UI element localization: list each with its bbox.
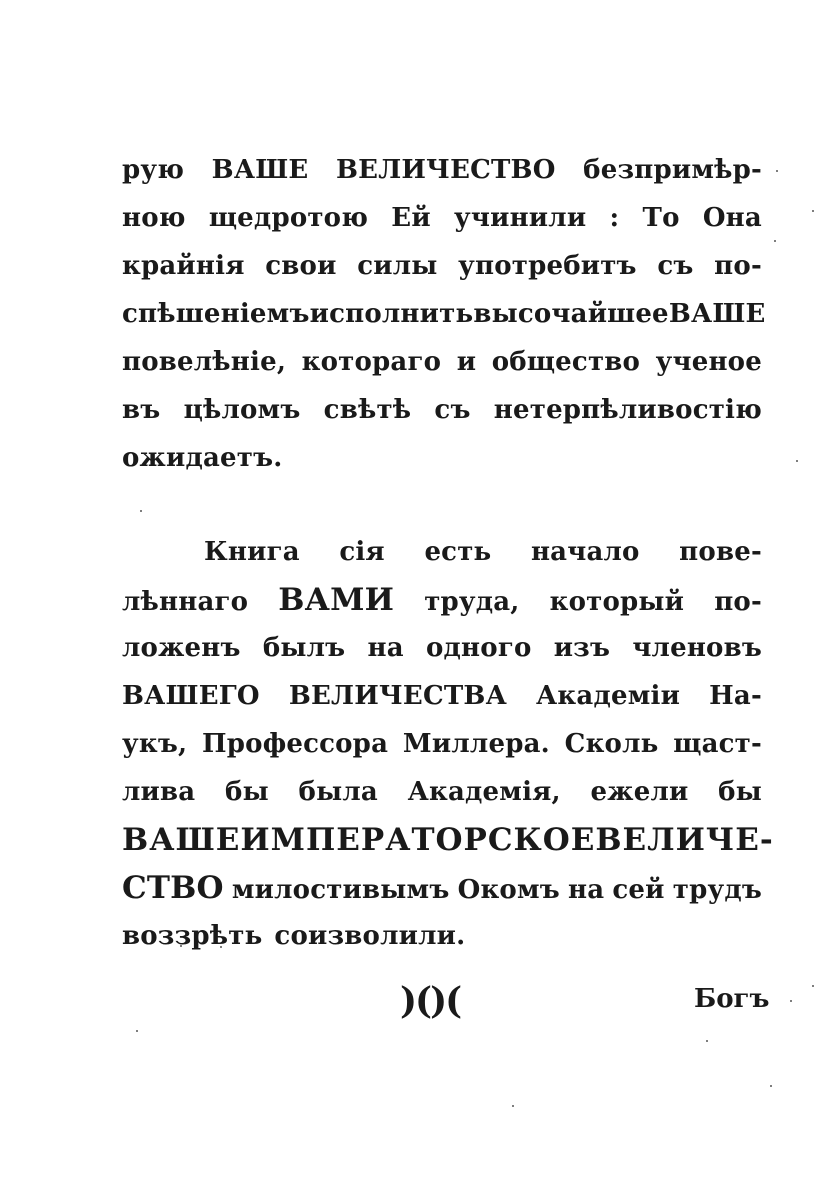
dedication-paragraph-1 [122,146,766,482]
word: по- [714,587,762,617]
word: въ [122,395,161,425]
word: ВАШЕ [122,822,241,858]
text-line [122,816,774,864]
text-line [122,242,762,290]
word: труда, [424,587,520,617]
page-footer [0,980,840,1030]
word: была [298,777,378,807]
word: Академія, [407,777,561,807]
text-line [122,768,762,816]
text-line [122,624,762,672]
text-line [122,338,762,386]
word: ВАМИ [278,582,395,618]
signature-mark: )()( [400,980,461,1022]
word: свои [265,251,337,281]
word: трудъ [672,875,762,905]
word: сія [339,537,385,567]
text-line [122,912,762,960]
word: крайнія [122,251,245,281]
word: укъ, [122,729,188,759]
word: съ [657,251,694,281]
word: ВЕЛИЧЕ- [595,822,774,858]
word: Она [702,203,762,233]
text-line [122,290,766,338]
word: соизволили. [274,921,466,951]
text-line [122,434,762,482]
word: ВЕЛИЧЕСТВА [288,681,507,711]
word: лива [122,777,196,807]
word: То [642,203,680,233]
word: по- [714,251,762,281]
word: Профессора [202,729,389,759]
word: на [367,633,404,663]
word: повелѣніе, [122,347,287,377]
word: ВАШЕ [211,155,309,185]
word: который [549,587,685,617]
word: : [609,203,620,233]
word: ученое [655,347,762,377]
word: бы [718,777,762,807]
catchword: Богъ [694,984,770,1014]
word: щедротою [208,203,369,233]
word: начало [530,537,640,567]
word: На- [709,681,762,711]
word: съ [434,395,471,425]
word: ИМПЕРАТОРСКОЕ [240,822,596,858]
word: ною [122,203,186,233]
word: изъ [553,633,611,663]
word: щаст- [673,729,762,759]
text-line [122,194,762,242]
word: Миллера. [402,729,550,759]
word: Окомъ [457,875,560,905]
word: одного [425,633,532,663]
word: цѣломъ [183,395,301,425]
word: Сколь [564,729,659,759]
word: высочайшее [473,299,669,329]
text-line [122,528,762,576]
word: котораго [301,347,442,377]
text-line [122,720,762,768]
word: Книга [204,537,300,567]
word: и [456,347,477,377]
word: пове- [679,537,762,567]
word: воззрѣть [122,921,263,951]
word: сей [612,875,665,905]
word: членовъ [632,633,762,663]
text-line [122,864,762,912]
word: Академіи [536,681,681,711]
word: ВАШЕ [668,299,766,329]
word: ВАШЕГО [122,681,260,711]
word: СТВО [122,870,224,906]
dedication-paragraph-2 [122,528,774,960]
text-line [122,386,762,434]
word: Ей [391,203,431,233]
text-line [122,672,762,720]
text-line [122,576,762,624]
word: ожидаетъ. [122,443,283,473]
word: ежели [590,777,689,807]
word: рую [122,155,185,185]
word: общество [491,347,641,377]
word: лѣннаго [122,587,249,617]
word: ВЕЛИЧЕСТВО [336,155,556,185]
word: бы [225,777,269,807]
word: ложенъ [122,633,241,663]
word: милостивымъ [231,875,450,905]
word: силы [357,251,438,281]
word: былъ [262,633,346,663]
word: на [568,875,605,905]
word: нетерпѣливостію [493,395,762,425]
word: есть [424,537,492,567]
word: употребитъ [458,251,637,281]
word: безпримѣр- [583,155,762,185]
word: учинили [454,203,587,233]
text-line [122,146,762,194]
word: исполнить [309,299,474,329]
word: спѣшеніемъ [122,299,310,329]
word: свѣтѣ [323,395,412,425]
